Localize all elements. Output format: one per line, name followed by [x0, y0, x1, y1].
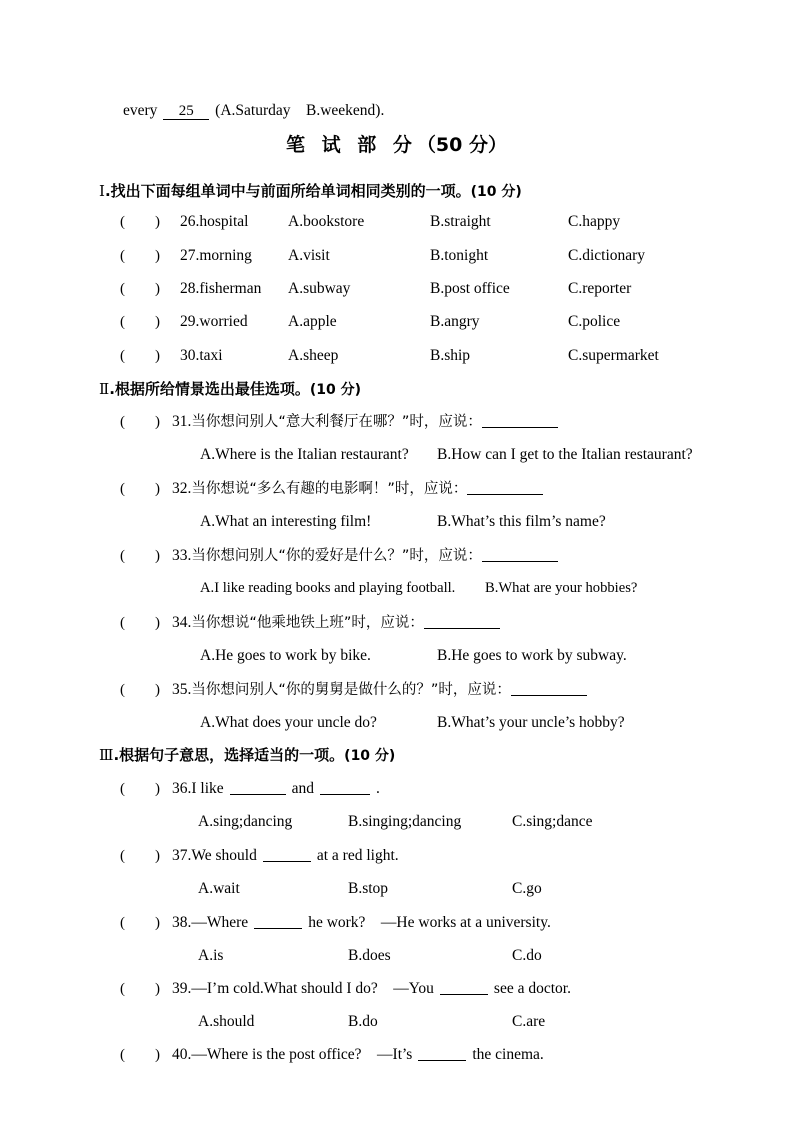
option-b-33[interactable]: B.What are your hobbies? [485, 580, 638, 596]
question-row-38 [120, 915, 551, 931]
answer-blank-36-b[interactable] [320, 781, 370, 795]
option-row-38 [198, 948, 718, 968]
option-row-37 [198, 881, 718, 901]
answer-blank-33[interactable] [482, 548, 558, 562]
question-stem-40-part1: —Where is the post office? —It’s [191, 1046, 413, 1063]
paper-title-score: （50 分） [416, 134, 507, 156]
option-b-28[interactable]: B.post office [430, 280, 510, 297]
section-heading-1 [99, 184, 522, 200]
answer-blank-40[interactable] [418, 1047, 466, 1061]
question-row-33 [120, 548, 558, 564]
question-row-34 [120, 615, 500, 631]
carry-over-after: (A.Saturday B.weekend). [215, 102, 385, 119]
option-c-38[interactable]: C.do [512, 947, 542, 964]
answer-bracket-34[interactable]: ( ) [120, 615, 160, 631]
answer-bracket-32[interactable]: ( ) [120, 481, 160, 497]
answer-blank-37[interactable] [263, 848, 311, 862]
question-row-32 [120, 481, 543, 497]
answer-bracket-26[interactable]: ( ) [120, 214, 160, 230]
section-title-1: .找出下面每组单词中与前面所给单词相同类别的一项。 [104, 182, 471, 200]
question-row-37 [120, 848, 399, 864]
section-heading-2 [99, 382, 361, 398]
option-c-26[interactable]: C.happy [568, 213, 621, 230]
answer-bracket-28[interactable]: ( ) [120, 281, 160, 297]
option-a-28[interactable]: A.subway [288, 280, 351, 297]
answer-bracket-31[interactable]: ( ) [120, 414, 160, 430]
question-stem-29: 29.worried [180, 313, 248, 330]
question-row-30 [120, 347, 659, 368]
answer-bracket-37[interactable]: ( ) [120, 848, 160, 864]
question-stem-36-part2: and [291, 780, 315, 797]
question-stem-37-part2: at a red light. [316, 847, 399, 864]
question-num-40: 40. [172, 1046, 192, 1063]
question-row-35 [120, 682, 587, 698]
option-b-37[interactable]: B.stop [348, 880, 389, 897]
question-stem-37-part1: We should [191, 847, 257, 864]
question-row-29 [120, 313, 621, 334]
answer-bracket-30[interactable]: ( ) [120, 348, 160, 364]
question-stem-33: 33.当你想问别人“你的爱好是什么？”时，应说： [172, 547, 482, 564]
section-numeral-2: Ⅱ [99, 382, 110, 398]
answer-bracket-38[interactable]: ( ) [120, 915, 160, 931]
option-row-33 [200, 581, 700, 601]
option-c-39[interactable]: C.are [512, 1013, 546, 1030]
section-points-3: (10 分) [344, 748, 396, 764]
answer-blank-39[interactable] [440, 981, 488, 995]
section-numeral-1: Ⅰ [99, 184, 105, 200]
option-b-30[interactable]: B.ship [430, 347, 471, 364]
page-title [0, 136, 793, 155]
question-row-31 [120, 414, 558, 430]
answer-bracket-35[interactable]: ( ) [120, 682, 160, 698]
question-stem-31: 31.当你想问别人“意大利餐厅在哪？”时，应说： [172, 413, 482, 430]
option-c-28[interactable]: C.reporter [568, 280, 632, 297]
question-stem-30: 30.taxi [180, 347, 223, 364]
carry-over-blank[interactable]: 25 [163, 104, 209, 120]
answer-bracket-29[interactable]: ( ) [120, 314, 160, 330]
option-b-32[interactable]: B.What’s this film’s name? [437, 513, 606, 530]
question-stem-40-part2: the cinema. [472, 1046, 544, 1063]
question-stem-39-part2: see a doctor. [493, 980, 571, 997]
answer-blank-34[interactable] [424, 615, 500, 629]
section-title-3: .根据句子意思，选择适当的一项。 [113, 746, 345, 764]
question-stem-35: 35.当你想问别人“你的舅舅是做什么的？”时，应说： [172, 681, 511, 698]
option-a-35[interactable]: A.What does your uncle do? [200, 714, 377, 731]
option-a-26[interactable]: A.bookstore [288, 213, 365, 230]
option-b-39[interactable]: B.do [348, 1013, 378, 1030]
option-b-26[interactable]: B.straight [430, 213, 491, 230]
option-row-36 [198, 814, 718, 834]
option-b-38[interactable]: B.does [348, 947, 391, 964]
option-a-32[interactable]: A.What an interesting film! [200, 513, 372, 530]
option-a-38[interactable]: A.is [198, 947, 224, 964]
option-row-35 [200, 715, 700, 735]
option-a-30[interactable]: A.sheep [288, 347, 339, 364]
section-points-1: (10 分) [470, 184, 522, 200]
answer-blank-35[interactable] [511, 682, 587, 696]
option-a-36[interactable]: A.sing;dancing [198, 813, 293, 830]
option-a-34[interactable]: A.He goes to work by bike. [200, 647, 371, 664]
answer-blank-32[interactable] [467, 481, 543, 495]
answer-bracket-40[interactable]: ( ) [120, 1047, 160, 1063]
option-c-36[interactable]: C.sing;dance [512, 813, 593, 830]
question-num-38: 38. [172, 914, 192, 931]
paper-title-cjk: 笔 试 部 分 [286, 134, 417, 156]
option-row-34 [200, 648, 700, 668]
option-b-36[interactable]: B.singing;dancing [348, 813, 462, 830]
option-c-37[interactable]: C.go [512, 880, 542, 897]
question-row-39 [120, 981, 571, 997]
option-a-33[interactable]: A.I like reading books and playing football. [200, 580, 456, 596]
question-num-36: 36. [172, 780, 192, 797]
question-stem-26: 26.hospital [180, 213, 249, 230]
section-points-2: (10 分) [309, 382, 362, 398]
option-b-35[interactable]: B.What’s your uncle’s hobby? [437, 714, 625, 731]
question-num-37: 37. [172, 847, 192, 864]
question-stem-28: 28.fisherman [180, 280, 262, 297]
answer-blank-38[interactable] [254, 915, 302, 929]
option-a-27[interactable]: A.visit [288, 247, 330, 264]
option-a-39[interactable]: A.should [198, 1013, 255, 1030]
section-title-2: .根据所给情景选出最佳选项。 [109, 380, 310, 398]
question-row-36 [120, 781, 380, 797]
option-c-30[interactable]: C.supermarket [568, 347, 659, 364]
carry-over-before: every [123, 102, 158, 119]
option-a-29[interactable]: A.apple [288, 313, 337, 330]
option-a-37[interactable]: A.wait [198, 880, 240, 897]
option-b-31[interactable]: B.How can I get to the Italian restaurant? [437, 446, 693, 463]
question-stem-32: 32.当你想说“多么有趣的电影啊！”时，应说： [172, 480, 468, 497]
answer-blank-36-a[interactable] [230, 781, 286, 795]
question-stem-39-part1: —I’m cold.What should I do? —You [191, 980, 434, 997]
question-num-39: 39. [172, 980, 192, 997]
answer-blank-31[interactable] [482, 414, 558, 428]
option-c-29[interactable]: C.police [568, 313, 621, 330]
option-c-27[interactable]: C.dictionary [568, 247, 646, 264]
question-row-28 [120, 280, 632, 301]
question-stem-27: 27.morning [180, 247, 252, 264]
question-row-40 [120, 1047, 544, 1063]
question-stem-36-part1: I like [191, 780, 224, 797]
answer-bracket-36[interactable]: ( ) [120, 781, 160, 797]
option-a-31[interactable]: A.Where is the Italian restaurant? [200, 446, 409, 463]
question-stem-38-part2: he work? —He works at a university. [308, 914, 551, 931]
answer-bracket-33[interactable]: ( ) [120, 548, 160, 564]
carry-over-line [123, 103, 384, 120]
question-row-26 [120, 213, 621, 234]
option-row-31 [200, 447, 700, 467]
question-stem-34: 34.当你想说“他乘地铁上班”时，应说： [172, 614, 424, 631]
question-stem-36-part3: . [376, 780, 380, 797]
answer-bracket-27[interactable]: ( ) [120, 248, 160, 264]
section-heading-3 [99, 748, 395, 764]
question-stem-38-part1: —Where [191, 914, 249, 931]
option-row-39 [198, 1014, 718, 1034]
option-b-29[interactable]: B.angry [430, 313, 480, 330]
option-b-27[interactable]: B.tonight [430, 247, 489, 264]
section-numeral-3: Ⅲ [99, 748, 114, 764]
option-b-34[interactable]: B.He goes to work by subway. [437, 647, 627, 664]
option-row-32 [200, 514, 700, 534]
answer-bracket-39[interactable]: ( ) [120, 981, 160, 997]
question-row-27 [120, 247, 646, 268]
